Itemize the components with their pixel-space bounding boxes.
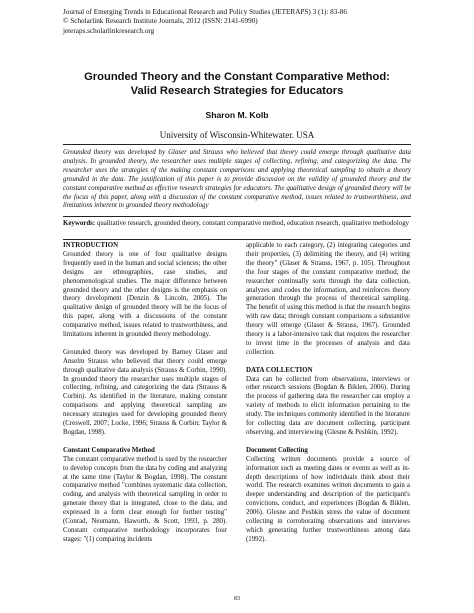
paper-title — [63, 70, 411, 98]
constant-comparative-paragraph: The constant comparative method is used by the researcher to develop concepts from the data by coding and analyzing at the same time (Taylor & Bogdan, 1998). The constant comparative method "combines systematic data collection, coding, and analysis with theoretical sampling in order to generate theory that is integrated, close to the data, and expressed in a form clear enough for further testing" (Conrad, Neumann, Haworth, & Scott, 1993, p. 280). Constant comparative methodology incorporates four stages: "(1) comparing incidents — [63, 455, 227, 543]
keywords-divider-top — [63, 216, 411, 217]
data-collection-heading: DATA COLLECTION — [246, 366, 313, 374]
journal-website: jeteraps.scholarlinkresearch.org — [63, 26, 155, 35]
introduction-paragraph-1: Grounded theory is one of four qualitative designs frequently used in the human and social sciences; the other designs are ethnographies, case studies, and phenomenological studies. The major difference between grounded theory and the other designs is the emphasis on theory development (Denzin & Lincoln, 2005). The qualitative design of grounded theory will be the focus of this paper, along with a discussions of the constant comparative method, issues related to trustworthiness, and limitations inherent in grounded theory methodology. — [63, 250, 227, 339]
left-column — [63, 242, 227, 545]
page-number: 83 — [234, 596, 240, 602]
copyright-line: © Scholarlink Research Institute Journals, 2012 (ISSN: 2141-6990) — [63, 17, 258, 26]
constant-comparative-heading: Constant Comparative Method — [63, 446, 155, 454]
document-collecting-paragraph: Collecting written documents provide a source of information such as meeting dates or events as well as in-depth descriptions of how individuals think about their world. The research examines written documents to gain a deeper understanding and description of the participant's convictions, conduct, and experiences (Bogdan & Biklen, 2006). Glesne and Peshkin stress the value of document collecting in corroborating observations and interviews which generating further trustworthiness among data (1992). — [246, 455, 410, 543]
keywords — [63, 220, 411, 229]
keywords-text: qualitative research, grounded theory, constant comparative method, education research, qualitative methodology — [96, 220, 410, 227]
journal-citation: Journal of Emerging Trends in Educational Research and Policy Studies (JETERAPS) 3 (1): 83-86 — [63, 8, 347, 16]
title-line-2: Valid Research Strategies for Educators — [130, 85, 344, 97]
keywords-label: Keywords: — [63, 220, 96, 227]
document-collecting-heading: Document Collecting — [246, 446, 308, 454]
data-collection-paragraph: Data can be collected from observations, interviews or other research sessions (Bogdan & Biklen, 2006). During the process of gathering data the researcher can employ a variety of methods to elicit information pertaining to the study. The techniques commonly identified in the literature for collecting data are document collecting, participant observing, and interviewing (Glesne & Peshkin, 1992). — [246, 375, 410, 437]
abstract: Grounded theory was developed by Glaser and Strauss who believed that theory could emerge through qualitative data analysis. In grounded theory, the researcher uses multiple stages of collecting, refining, and categorizing the data. The researcher uses the strategies of the making constant comparisons and applying theoretical sampling to obtain a theory grounded in the data. The justification of this paper is to provide discussion on the validity of grounded theory and the constant comparative method as effective research strategies for educators. The qualitative design of grounded theory will be the focus of this paper, along with a discussion of the constant comparative method, issues related to trustworthiness, and limitations inherent in grounded theory methodology — [63, 149, 411, 210]
author-name: Sharon M. Kolb — [205, 110, 269, 120]
constant-comparative-continued: applicable to each category, (2) integrating categories and their properties, (3) delimiting the theory, and (4) writing the theory" (Glaser & Strauss, 1967, p. 105). Throughout the four stages of the constant comparative method, the researcher continually sorts through the data collection, analyzes and codes the information, and reinforces theory generation through the process of theoretical sampling. The benefit of using this method is that the research begins with raw data; through constant comparisons a substantive theory will emerge (Glaser & Strauss, 1967). Grounded theory is a labor-intensive task that requires the researcher to invest time in the processes of analysis and data collection. — [246, 242, 410, 356]
author-affiliation: University of Wisconsin-Whitewater. USA — [159, 130, 315, 140]
journal-header — [63, 8, 347, 36]
right-column — [246, 242, 410, 545]
keywords-divider-bottom — [63, 239, 411, 240]
introduction-heading: INTRODUCTION — [63, 242, 119, 249]
title-line-1: Grounded Theory and the Constant Comparative Method: — [84, 71, 390, 83]
introduction-paragraph-2: Grounded theory was developed by Barney Glaser and Anselm Strauss who believed that theory could emerge through qualitative data analysis (Strauss & Corbin, 1990). In grounded theory the researcher uses multiple stages of collecting, refining, and categorizing the data (Strauss & Corbin). As identified in the literature, making constant comparisons and applying theoretical sampling are necessary strategies used for developing grounded theory (Creswell, 2007; Locke, 1996; Strauss & Corbin; Taylor & Bogdan, 1998). — [63, 348, 227, 437]
top-divider — [63, 144, 411, 145]
